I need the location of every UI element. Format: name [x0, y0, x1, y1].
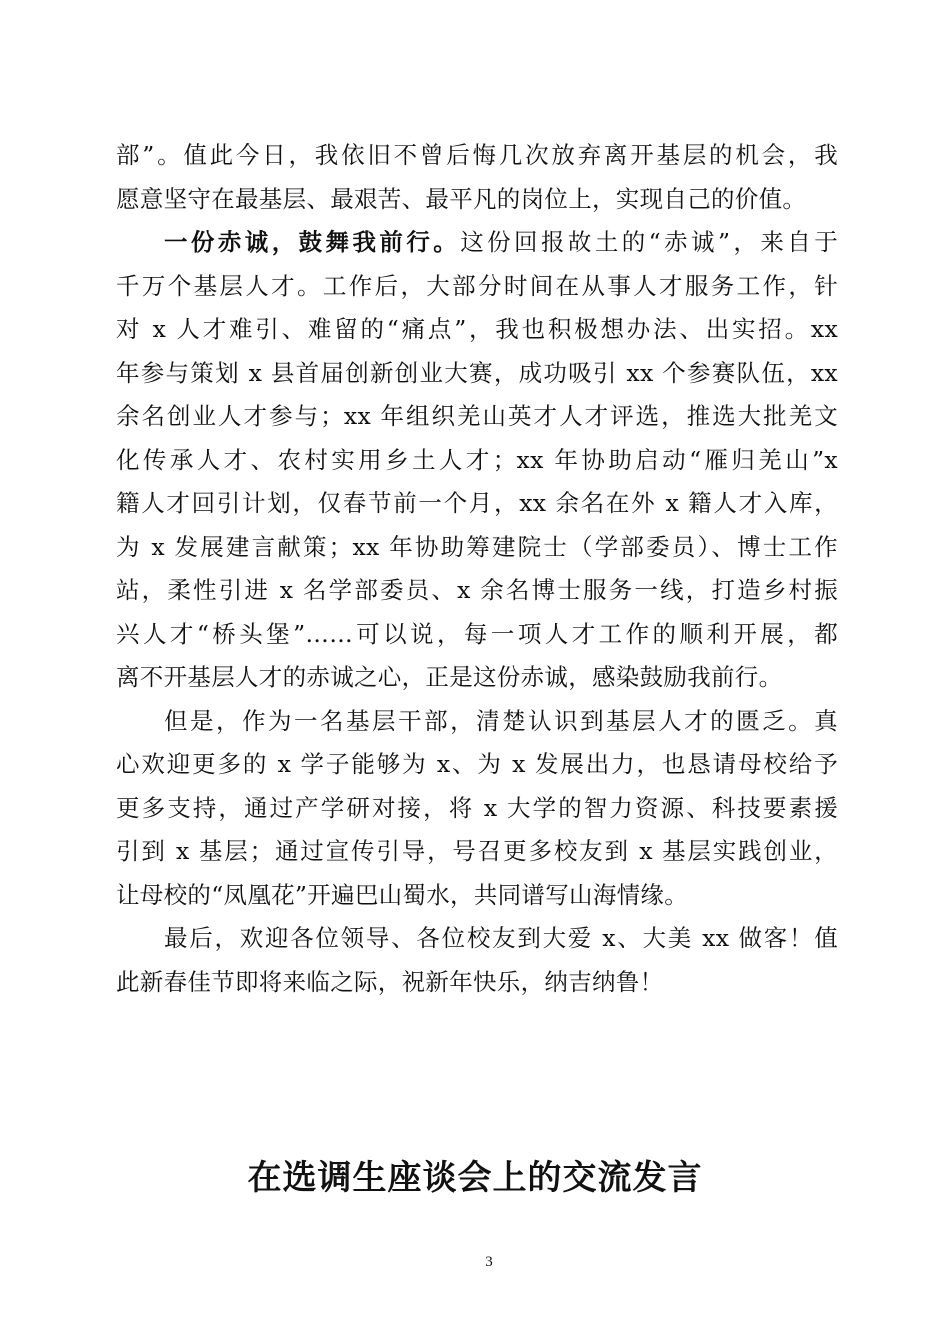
text-line: 站，柔性引进 x 名学部委员、x 余名博士服务一线，打造乡村振	[116, 576, 838, 604]
paragraph-3	[116, 700, 838, 918]
paragraph-lead-bold: 一份赤诚，鼓舞我前行。	[164, 228, 461, 256]
text-line	[116, 221, 838, 265]
text-line: 离不开基层人才的赤诚之心，正是这份赤诚，感染鼓励我前行。	[116, 663, 783, 691]
text-line: 兴人才“桥头堡”……可以说，每一项人才工作的顺利开展，都	[116, 619, 838, 648]
page-number: 3	[485, 1254, 493, 1270]
paragraph-1	[116, 134, 838, 221]
text-line: 年参与策划 x 县首届创新创业大赛，成功吸引 xx 个参赛队伍，xx	[116, 358, 838, 387]
text-line: 最后，欢迎各位领导、各位校友到大爱 x、大美 xx 做客！值	[164, 924, 838, 952]
text-line: 此新春佳节即将来临之际，祝新年快乐，纳吉纳鲁！	[116, 967, 664, 996]
text-line: 部”。值此今日，我依旧不曾后悔几次放弃离开基层的机会，我	[116, 141, 838, 169]
text-line: 余名创业人才参与；xx 年组织羌山英才人才评选，推选大批羌文	[116, 402, 838, 430]
section-heading: 在选调生座谈会上的交流发言	[247, 1158, 703, 1198]
paragraph-4	[116, 917, 838, 1004]
text-run: 这份回报故土的“赤诚”，来自于	[460, 228, 838, 256]
body-text	[116, 134, 838, 1004]
text-line: 愿意坚守在最基层、最艰苦、最平凡的岗位上，实现自己的价值。	[116, 184, 807, 213]
text-line: 为 x 发展建言献策；xx 年协助筹建院士（学部委员）、博士工作	[116, 532, 838, 561]
text-line: 更多支持，通过产学研对接，将 x 大学的智力资源、科技要素援	[116, 793, 838, 822]
text-line: 心欢迎更多的 x 学子能够为 x、为 x 发展出力，也恳请母校给予	[116, 750, 838, 778]
text-line: 让母校的“凤凰花”开遍巴山蜀水，共同谱写山海情缘。	[116, 880, 689, 909]
text-line: 千万个基层人才。工作后，大部分时间在从事人才服务工作，针	[116, 271, 838, 300]
text-line: 化传承人才、农村实用乡土人才；xx 年协助启动“雁归羌山”x	[116, 445, 838, 474]
text-line: 引到 x 基层；通过宣传引导，号召更多校友到 x 基层实践创业，	[116, 837, 838, 865]
paragraph-2	[116, 221, 838, 700]
text-line: 但是，作为一名基层干部，清楚认识到基层人才的匮乏。真	[164, 706, 838, 735]
text-line: 对 x 人才难引、难留的“痛点”，我也积极想办法、出实招。xx	[116, 315, 838, 343]
text-line: 籍人才回引计划，仅春节前一个月，xx 余名在外 x 籍人才入库，	[116, 489, 838, 517]
